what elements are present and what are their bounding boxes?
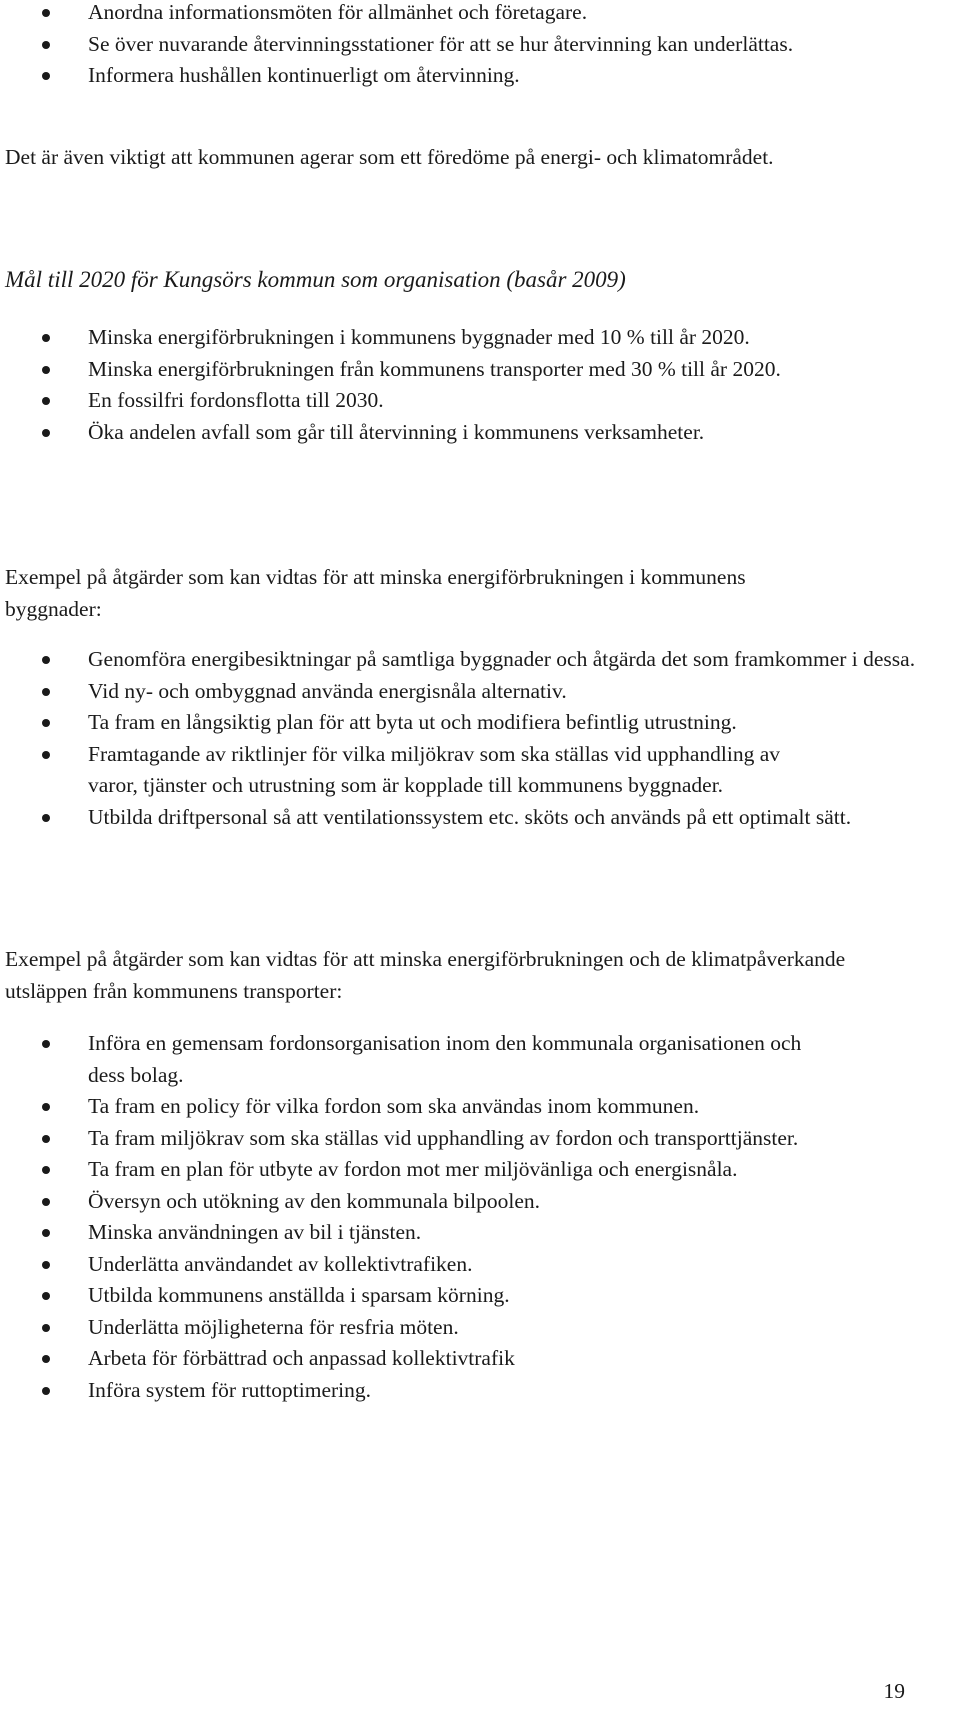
list-item: Ta fram en långsiktig plan för att byta ut och modifiera befintlig utrustning. (0, 707, 950, 739)
list-item: Öka andelen avfall som går till återvinning i kommunens verksamheter. (0, 417, 920, 449)
list-item: Framtagande av riktlinjer för vilka miljökrav som ska ställas vid upphandling av varor, tjänster och utrustning som är kopplade till kommunens byggnader. (0, 739, 950, 802)
bullet-icon (42, 1261, 50, 1269)
buildings-intro-paragraph: Exempel på åtgärder som kan vidtas för att minska energiförbrukningen i kommunens byggnader: (5, 565, 746, 621)
bullet-icon (42, 1387, 50, 1395)
bullet-icon (42, 72, 50, 80)
list-item: Genomföra energibesiktningar på samtliga byggnader och åtgärda det som framkommer i dessa. (0, 644, 950, 676)
list-item: Utbilda driftpersonal så att ventilationssystem etc. sköts och används på ett optimalt sätt. (0, 802, 950, 834)
list-item: Ta fram en plan för utbyte av fordon mot mer miljövänliga och energisnåla. (0, 1154, 950, 1186)
goal-bullet-list (0, 322, 920, 448)
list-item: En fossilfri fordonsflotta till 2030. (0, 385, 920, 417)
bullet-icon (42, 1324, 50, 1332)
list-item: Minska energiförbrukningen i kommunens byggnader med 10 % till år 2020. (0, 322, 920, 354)
bullet-icon (42, 814, 50, 822)
list-item: Införa system för ruttoptimering. (0, 1375, 950, 1407)
list-item: Utbilda kommunens anställda i sparsam körning. (0, 1280, 950, 1312)
list-item: Informera hushållen kontinuerligt om återvinning. (0, 60, 950, 92)
buildings-bullet-list (0, 644, 950, 833)
bullet-icon (42, 688, 50, 696)
bullet-icon (42, 1292, 50, 1300)
bullet-icon (42, 751, 50, 759)
bullet-icon (42, 366, 50, 374)
bullet-icon (42, 1040, 50, 1048)
bullet-icon (42, 1198, 50, 1206)
bullet-icon (42, 1103, 50, 1111)
bullet-icon (42, 1229, 50, 1237)
transport-bullet-list (0, 1028, 950, 1406)
list-item: Minska användningen av bil i tjänsten. (0, 1217, 950, 1249)
list-item: Anordna informationsmöten för allmänhet och företagare. (0, 0, 950, 29)
goal-heading: Mål till 2020 för Kungsörs kommun som organisation (basår 2009) (5, 267, 626, 292)
bullet-icon (42, 719, 50, 727)
list-item: Underlätta möjligheterna för resfria möten. (0, 1312, 950, 1344)
bullet-icon (42, 334, 50, 342)
list-item: Arbeta för förbättrad och anpassad kollektivtrafik (0, 1343, 950, 1375)
list-item: Ta fram miljökrav som ska ställas vid upphandling av fordon och transporttjänster. (0, 1123, 950, 1155)
bullet-icon (42, 9, 50, 17)
bullet-icon (42, 429, 50, 437)
bullet-icon (42, 1355, 50, 1363)
bullet-icon (42, 1135, 50, 1143)
list-item: Vid ny- och ombyggnad använda energisnåla alternativ. (0, 676, 950, 708)
bullet-icon (42, 656, 50, 664)
role-model-paragraph: Det är även viktigt att kommunen agerar som ett föredöme på energi- och klimatområdet. (5, 145, 774, 169)
list-item: Minska energiförbrukningen från kommunens transporter med 30 % till år 2020. (0, 354, 920, 386)
top-bullet-list (0, 0, 950, 92)
page-number: 19 (883, 1679, 905, 1703)
bullet-icon (42, 397, 50, 405)
list-item: Underlätta användandet av kollektivtrafiken. (0, 1249, 950, 1281)
list-item: Införa en gemensam fordonsorganisation inom den kommunala organisationen och dess bolag. (0, 1028, 950, 1091)
bullet-icon (42, 41, 50, 49)
list-item: Ta fram en policy för vilka fordon som ska användas inom kommunen. (0, 1091, 950, 1123)
bullet-icon (42, 1166, 50, 1174)
list-item: Se över nuvarande återvinningsstationer för att se hur återvinning kan underlättas. (0, 29, 950, 61)
transport-intro-paragraph: Exempel på åtgärder som kan vidtas för att minska energiförbrukningen och de klimatpåverkande utsläppen från kommunens transporter: (5, 947, 846, 1003)
list-item: Översyn och utökning av den kommunala bilpoolen. (0, 1186, 950, 1218)
